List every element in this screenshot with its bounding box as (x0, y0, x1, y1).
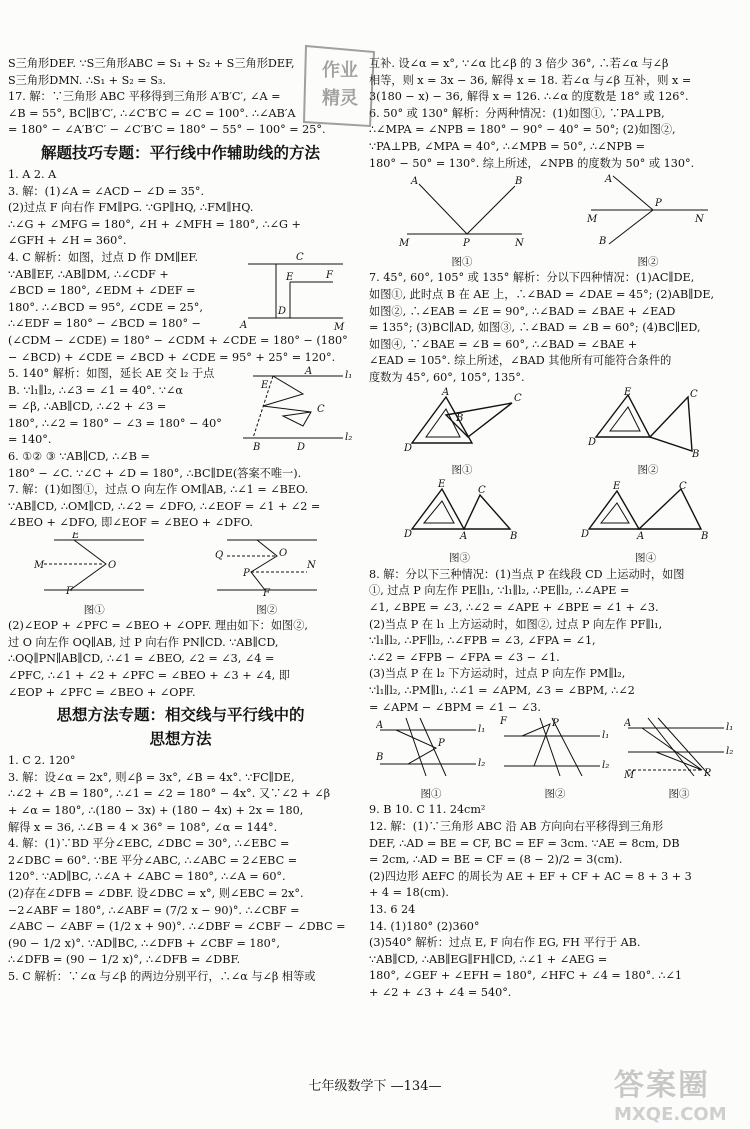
svg-text:O: O (108, 560, 117, 572)
svg-text:O: O (278, 548, 287, 560)
svg-text:F: F (500, 716, 507, 728)
text-line: (2)∠EOP + ∠PFC = ∠BEO + ∠OPF. 理由如下：如图②, (8, 619, 308, 633)
text-line: ①, 过点 P 向左作 PE∥l₁, ∵l₁∥l₂, ∴PE∥l₂, ∴∠APE = (369, 584, 630, 598)
svg-text:A: A (459, 530, 467, 542)
stamp-text: 精灵 (322, 88, 358, 109)
text-line: 4. 解：(1)∵BD 平分∠EBC, ∠DBC = 30°, ∴∠EBC = (8, 837, 290, 851)
text-line: 互补. 设∠α = x°, ∵∠α 比∠β 的 3 倍少 36°, ∴若∠α 与∠β (369, 57, 669, 70)
text-line: = 135°; (3)BC∥AD, 如图③, ∴∠BAD = ∠B = 60°; (4)BC∥ED, (369, 321, 701, 335)
text-line: 7. 解：(1)如图①，过点 O 向左作 OM∥AB, ∴∠1 = ∠BEO. (8, 483, 309, 497)
svg-text:E: E (72, 532, 80, 542)
text-line: 1. A 2. A (8, 167, 57, 181)
svg-text:C: C (514, 392, 522, 404)
svg-text:B: B (376, 752, 384, 764)
text-line: (∠CDM − ∠CDE) = 180° − ∠CDM + ∠CDE = 180° − (180° (8, 333, 348, 347)
svg-text:F: F (262, 588, 270, 597)
svg-text:E: E (612, 480, 620, 492)
svg-text:D: D (580, 528, 589, 540)
svg-text:P: P (242, 568, 250, 580)
svg-text:M: M (334, 321, 345, 332)
svg-text:A: A (376, 720, 384, 732)
svg-text:B: B (515, 176, 523, 188)
figure-q6-1 (397, 172, 527, 248)
svg-text:A: A (442, 386, 450, 398)
section-heading-auxiliary-lines: 解题技巧专题：平行线中作辅助线的方法 (40, 143, 320, 162)
page-footer: 七年级数学下 —134— (308, 1079, 442, 1094)
caption: 图③ (449, 552, 470, 565)
text-line: ∴∠EDF = 180° − ∠BCD = 180° − (8, 317, 202, 331)
svg-text:P: P (552, 718, 559, 730)
logo-url: MXQE.COM (614, 1104, 727, 1125)
text-line: 13. 6 24 (369, 902, 416, 916)
text-line: + 4 = 18(cm). (369, 886, 449, 900)
text-line: DEF, ∴AD = BE = CF, BC = EF = 3cm. ∵AE = 8cm, DB (369, 836, 680, 850)
text-line: 180° − 50° = 130°. 综上所述，∠NPB 的度数为 50° 或 130°. (369, 156, 695, 170)
text-line: = ∠APM − ∠BPM = ∠1 − ∠3. (369, 700, 541, 714)
svg-text:D: D (278, 305, 287, 317)
section-heading-thinking-methods-2: 思想方法 (149, 730, 212, 749)
caption: 图③ (668, 787, 690, 800)
caption: 图① (451, 255, 473, 268)
caption: 图① (451, 464, 473, 477)
text-line: 120°. ∵AD∥BC, ∴∠A + ∠ABC = 180°, ∴∠A = 60°. (8, 870, 286, 884)
text-line: 2∠DBC = 60°. ∵BE 平分∠ABC, ∴∠ABC = 2∠EBC = (8, 853, 298, 867)
text-line: ∠1, ∠BPE = ∠3, ∴∠2 = ∠APE + ∠BPE = ∠1 + ∠3. (369, 601, 659, 615)
figure-q7-2 (588, 387, 708, 457)
text-line: ∴OQ∥PN∥AB∥CD, ∴∠1 = ∠BEO, ∠2 = ∠3, ∠4 = (8, 652, 275, 666)
text-line: ∴∠DFB = (90 − 1/2 x)°, ∴∠DFB = ∠DBF. (8, 953, 241, 967)
caption: 图① (83, 603, 105, 616)
svg-text:l₂: l₂ (345, 432, 353, 444)
svg-text:l₂: l₂ (478, 758, 486, 770)
svg-text:l₁: l₁ (478, 724, 486, 736)
svg-text:M: M (587, 214, 598, 226)
text-line: 14. (1)180° (2)360° (369, 919, 480, 933)
svg-text:l₁: l₁ (345, 370, 353, 382)
section-heading-thinking-methods: 思想方法专题：相交线与平行线中的 (56, 706, 305, 725)
text-line: ∴∠G + ∠MFG = 180°, ∠H + ∠MFH = 180°, ∴∠G + (8, 217, 301, 231)
text-line: (3)当点 P 在 l₂ 下方运动时，过点 P 向左作 PM∥l₂, (369, 667, 626, 681)
svg-text:B: B (599, 236, 607, 248)
svg-text:N: N (306, 560, 316, 572)
svg-text:l₁: l₁ (602, 730, 610, 742)
figure-q4 (238, 250, 353, 332)
text-line: ∴∠MPA = ∠NPB = 180° − 90° − 40° = 50°; (2)如图②, (369, 123, 676, 137)
caption: 图② (637, 255, 659, 268)
text-line: 180°, ∠GEF + ∠EFH = 180°, ∠HFC + ∠4 = 180°. ∴∠1 (369, 969, 682, 983)
svg-text:l₂: l₂ (602, 760, 610, 772)
figure-q6-2 (583, 172, 713, 248)
site-logo (614, 1060, 744, 1124)
logo-text: 答案圈 (614, 1068, 710, 1103)
svg-text:N: N (515, 238, 524, 249)
text-line: 1. C 2. 120° (8, 754, 76, 768)
text-line: ∵PA⊥PB, ∠MPA = 40°, ∴∠MPB = 50°, ∴∠NPB = (369, 139, 645, 153)
text-line: + ∠α = 180°, ∴(180 − 3x) + (180 − 4x) + 2x = 180, (8, 803, 304, 817)
text-line: 3(180 − x) − 36, 解得 x = 126. ∴∠α 的度数是 18° 或 126°. (369, 90, 689, 104)
svg-text:P: P (438, 738, 445, 750)
figure-q7-4 (581, 479, 711, 545)
svg-text:D: D (297, 442, 306, 453)
figure-q8-2 (500, 716, 610, 780)
text-line: 如图①, 此时点 B 在 AE 上，∴∠BAD = ∠DAE = 45°; (2)AB∥DE, (369, 287, 715, 301)
figure-row-q7-b (369, 479, 741, 567)
figure-row-q6 (369, 172, 741, 270)
figure-q5 (233, 366, 353, 452)
svg-text:A: A (636, 530, 644, 542)
caption: 图② (544, 787, 566, 800)
svg-text:C: C (690, 388, 698, 400)
figure-q7-1 (34, 532, 154, 596)
text-line: = ∠β, ∴AB∥CD, ∴∠2 + ∠3 = (8, 400, 167, 414)
svg-text:C: C (317, 404, 325, 416)
svg-text:M: M (34, 560, 45, 572)
text-line: (3)540° 解析：过点 E, F 向右作 EG, FH 平行于 AB. (369, 936, 641, 950)
text-line: 180°. ∴∠BCD = 95°, ∠CDE = 25°, (8, 300, 203, 314)
text-line: (2)过点 F 向右作 FM∥PG. ∵GP∥HQ, ∴FM∥HQ. (8, 201, 254, 215)
text-line: − ∠BCD) + ∠CDE = ∠BCD + ∠CDE = 95° + 25° = 120°. (8, 350, 336, 364)
svg-text:C: C (477, 484, 486, 496)
svg-text:E: E (261, 380, 269, 392)
figure-q8-1 (376, 716, 486, 780)
text-line: + ∠2 + ∠3 + ∠4 = 540°. (369, 985, 512, 999)
figure-row-q7 (8, 532, 353, 618)
text-line: ∵l₁∥l₂, ∴PM∥l₁, ∴∠1 = ∠APM, ∠3 = ∠BPM, ∴∠2 (369, 684, 635, 698)
text-line: 6. ①② ③ ∵AB∥CD, ∴∠B = (8, 450, 150, 464)
text-line: 8. 解：分以下三种情况：(1)当点 P 在线段 CD 上运动时，如图 (369, 567, 685, 581)
svg-text:l₁: l₁ (726, 722, 734, 734)
text-line: ∠GFH + ∠H = 360°. (8, 234, 127, 248)
text-line: 180° − ∠C. ∵∠C + ∠D = 180°, ∴BC∥DE(答案不唯一). (8, 466, 302, 480)
svg-text:C: C (678, 480, 687, 492)
text-line: (2)当点 P 在 l₁ 上方运动时，如图②, 过点 P 向左作 PF∥l₁, (369, 617, 663, 631)
text-line: 17. 解：∵三角形 ABC 平移得到三角形 A′B′C′, ∠A = (8, 90, 281, 104)
svg-text:M: M (399, 238, 410, 249)
text-line: ∵AB∥CD, ∴AB∥EG∥FH∥CD, ∴∠1 + ∠AEG = (369, 952, 608, 966)
text-line: ∵AB∥CD, ∴OM∥CD, ∴∠2 = ∠DFO, ∴∠EOF = ∠1 + ∠2 = (8, 499, 321, 513)
svg-text:D: D (403, 528, 412, 540)
text-line: (2)存在∠DFB = ∠DBF. 设∠DBC = x°, 则∠EBC = 2x°. (8, 886, 304, 900)
text-line: 度数为 45°, 60°, 105°, 135°. (369, 370, 525, 384)
text-line: B. ∵l₁∥l₂, ∴∠3 = ∠1 = 40°. ∵∠α (8, 383, 183, 397)
text-line: ∠ABC − ∠ABF = (1/2 x + 90)°. ∴∠DBF = ∠CBF − ∠DBC = (8, 920, 346, 934)
caption: 图④ (635, 552, 656, 565)
svg-text:B: B (253, 442, 261, 453)
svg-text:P: P (704, 768, 711, 780)
svg-text:l₂: l₂ (726, 746, 734, 758)
figure-q7-2 (207, 532, 327, 596)
text-line: = 140°. (8, 433, 52, 447)
svg-text:Q: Q (214, 550, 223, 562)
text-line: ∴∠2 = ∠FPB − ∠FPA = ∠3 − ∠1. (369, 650, 560, 664)
text-line: −2∠ABF = 180°, ∴∠ABF = (7/2 x − 90)°. ∴∠CBF = (8, 903, 300, 917)
svg-text:M: M (624, 770, 635, 781)
svg-text:D: D (404, 442, 413, 454)
svg-text:A: A (605, 174, 613, 186)
svg-text:A: A (624, 718, 632, 730)
svg-text:D: D (588, 436, 597, 448)
text-line: 5. 140° 解析：如图，延长 AE 交 l₂ 于点 (8, 367, 215, 381)
text-line: 180°, ∴∠2 = 180° − ∠3 = 180° − 40° (8, 416, 222, 430)
caption: 图② (637, 464, 659, 477)
text-line: ∠BCD = 180°, ∠EDM + ∠DEF = (8, 284, 196, 298)
caption: 图② (256, 603, 278, 616)
svg-text:N: N (695, 214, 704, 226)
text-line: 9. B 10. C 11. 24cm² (369, 803, 486, 817)
svg-text:C: C (296, 251, 304, 263)
text-line: (2)四边形 AEFC 的周长为 AE + EF + CF + AC = 8 + 3 + 3 (369, 869, 692, 883)
figure-row-q8 (369, 716, 741, 802)
caption: 图① (420, 787, 442, 800)
text-line: 过 O 向左作 OQ∥AB, 过 P 向右作 PN∥CD. ∵AB∥CD, (8, 635, 279, 649)
figure-q7-1 (402, 387, 522, 457)
right-column (369, 56, 741, 1056)
text-line: = 2cm, ∴AD = BE = CF = (8 − 2)/2 = 3(cm). (369, 853, 623, 867)
svg-text:B: B (509, 530, 517, 542)
text-line: 12. 解：(1)∵三角形 ABC 沿 AB 方向向右平移得到三角形 (369, 820, 664, 833)
figure-row-q7-a (369, 387, 741, 479)
text-line: ∠PFC, ∴∠1 + ∠2 + ∠PFC = ∠BEO + ∠3 + ∠4, 即 (8, 669, 290, 682)
text-line: = 180° − ∠A′B′C′ − ∠C′B′C = 180° − 55° − 100° = 25°. (8, 123, 326, 137)
left-column (8, 56, 353, 1056)
svg-text:B: B (456, 412, 464, 424)
figure-q8-3 (624, 716, 734, 780)
figure-q7-3 (400, 479, 520, 545)
text-line: ∠EAD = 105°. 综上所述，∠BAD 其他所有可能符合条件的 (369, 354, 672, 368)
svg-text:A: A (411, 176, 419, 188)
svg-text:A: A (240, 319, 248, 331)
svg-text:F: F (326, 269, 333, 281)
text-line: ∠B = 55°, BC∥B′C′, ∴∠C′B′C = ∠C = 100°. ∴∠AB′A (8, 106, 296, 120)
svg-text:E: E (286, 271, 294, 283)
svg-text:E: E (437, 478, 445, 490)
text-line: 6. 50° 或 130° 解析：分两种情况：(1)如图①, ∵PA⊥PB, (369, 106, 665, 120)
text-line: 解得 x = 36, ∴∠B = 4 × 36° = 108°, ∠α = 144°. (8, 820, 278, 834)
text-line: ∴∠2 + ∠B = 180°, ∴∠1 = ∠2 = 180° − 4x°. 又∵∠2 + ∠β (8, 787, 331, 801)
text-line: 5. C 解析：∵∠α 与∠β 的两边分别平行，∴∠α 与∠β 相等或 (8, 969, 316, 983)
text-line: (90 − 1/2 x)°. ∵AD∥BC, ∴∠DFB + ∠CBF = 180°, (8, 936, 280, 950)
text-line: 相等，则 x = 3x − 36, 解得 x = 18. 若∠α 与∠β 互补，则 x = (369, 73, 692, 87)
svg-text:P: P (463, 238, 470, 249)
svg-text:P: P (655, 198, 662, 210)
text-line: 7. 45°, 60°, 105° 或 135° 解析：分以下四种情况：(1)AC∥DE, (369, 271, 695, 285)
stamp-text: 作业 (322, 60, 358, 81)
text-line: 3. 解：设∠α = 2x°, 则∠β = 3x°, ∠B = 4x°. ∵FC∥DE, (8, 770, 295, 784)
text-line: ∵AB∥EF, ∴AB∥DM, ∴∠CDF + (8, 267, 169, 281)
svg-text:B: B (692, 448, 700, 457)
watermark-stamp (300, 42, 380, 130)
svg-text:A: A (305, 366, 313, 378)
text-line: 3. 解：(1)∠A = ∠ACD − ∠D = 35°. (8, 184, 205, 198)
svg-text:B: B (700, 530, 708, 542)
text-line: ∠EOP + ∠PFC = ∠BEO + ∠OPF. (8, 685, 196, 699)
svg-text:F: F (66, 586, 74, 597)
text-line: 如图②, ∴∠EAB = ∠E = 90°, ∴∠BAD = ∠BAE + ∠EAD (369, 304, 676, 318)
text-line: S三角形DMN. ∴S₁ + S₂ = S₃. (8, 73, 166, 87)
text-line: S三角形DEF. ∵S三角形ABC = S₁ + S₂ + S三角形DEF, (8, 57, 295, 70)
text-line: ∵l₁∥l₂, ∴PF∥l₂, ∴∠FPB = ∠3, ∠FPA = ∠1, (369, 634, 596, 648)
text-line: 4. C 解析：如图，过点 D 作 DM∥EF. (8, 250, 199, 264)
text-line: 如图④, ∵∠BAE = ∠B = 60°, ∴∠BAD = ∠BAE + (369, 337, 638, 351)
svg-text:E: E (624, 386, 632, 398)
text-line: ∠BEO + ∠DFO, 即∠EOF = ∠BEO + ∠DFO. (8, 516, 253, 530)
